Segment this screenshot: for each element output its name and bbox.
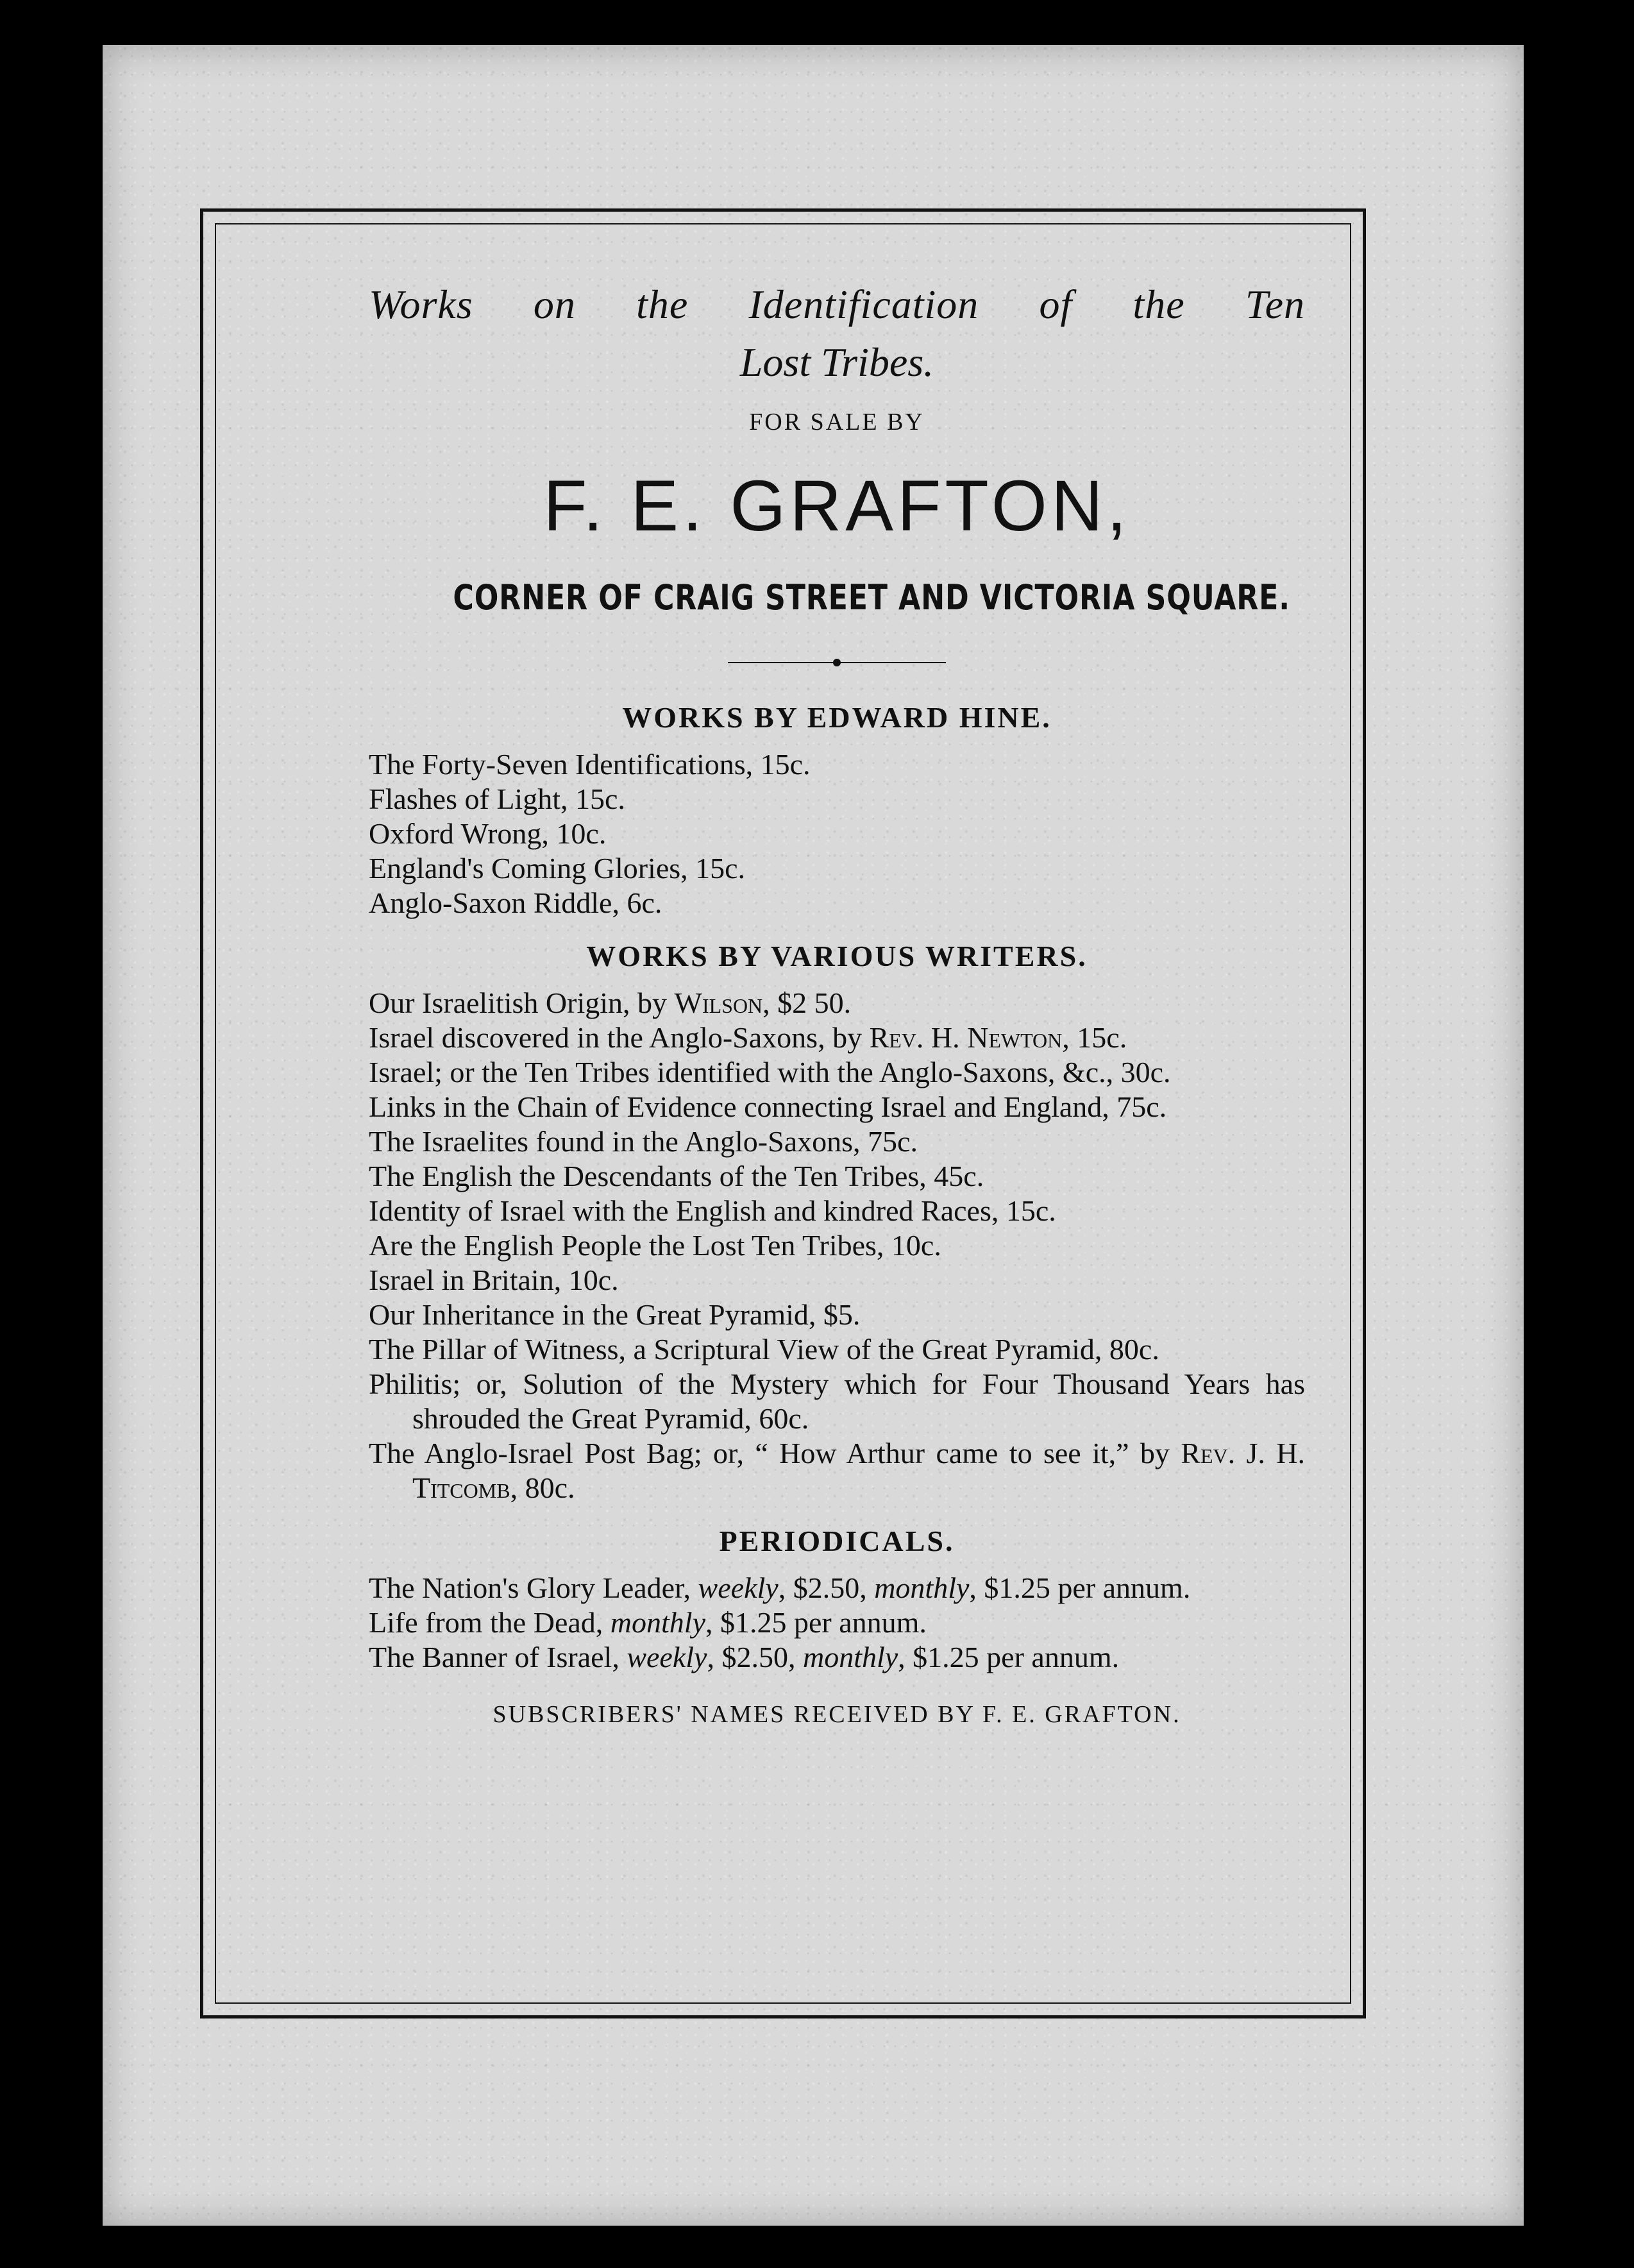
page-title-line-1: Works on the Identification of the Ten — [369, 282, 1305, 327]
list-item: England's Coming Glories, 15c. — [369, 852, 746, 884]
list-item: Israel in Britain, 10c. — [369, 1264, 619, 1296]
list-hine — [369, 747, 1305, 920]
frequency-label: weekly — [627, 1641, 707, 1673]
list-item: Israel discovered in the Anglo-Saxons, by Rev. H. Newton, 15c. — [369, 1021, 1127, 1054]
list-item: The Nation's Glory Leader, weekly, $2.50, monthly, $1.25 per annum. — [369, 1571, 1191, 1604]
subscribers-note: SUBSCRIBERS' NAMES RECEIVED BY F. E. GRAFTON. — [493, 1701, 1181, 1728]
list-item: Are the English People the Lost Ten Tribes, 10c. — [369, 1229, 941, 1262]
frequency-label: monthly — [874, 1571, 970, 1604]
list-item: Life from the Dead, monthly, $1.25 per annum. — [369, 1606, 927, 1639]
list-various — [369, 986, 1305, 1505]
list-item: Anglo-Saxon Riddle, 6c. — [369, 886, 662, 919]
list-item: The English the Descendants of the Ten Tribes, 45c. — [369, 1160, 984, 1192]
frequency-label: weekly — [698, 1571, 779, 1604]
author-name: Rev. H. Newton — [869, 1021, 1063, 1054]
list-item: The Pillar of Witness, a Scriptural View of the Great Pyramid, 80c. — [369, 1333, 1159, 1366]
list-item: The Anglo-Israel Post Bag; or, “ How Arthur came to see it,” by Rev. J. H. Titcomb, 80c. — [369, 1437, 1305, 1504]
frequency-label: monthly — [802, 1641, 898, 1673]
seller-address: CORNER OF CRAIG STREET AND VICTORIA SQUARE. — [453, 577, 1290, 618]
section-title-various: WORKS BY VARIOUS WRITERS. — [586, 940, 1088, 972]
list-item: Oxford Wrong, 10c. — [369, 817, 607, 850]
seller-name: F. E. GRAFTON, — [543, 466, 1131, 546]
list-periodicals — [369, 1571, 1305, 1675]
list-item: Philitis; or, Solution of the Mystery which for Four Thousand Years has shrouded the Great Pyramid, 60c. — [369, 1367, 1305, 1435]
ornament-rule — [728, 656, 946, 669]
section-title-hine: WORKS BY EDWARD HINE. — [622, 701, 1052, 734]
frequency-label: monthly — [610, 1606, 705, 1639]
list-item: The Israelites found in the Anglo-Saxons, 75c. — [369, 1125, 918, 1158]
list-item: The Forty-Seven Identifications, 15c. — [369, 748, 811, 781]
list-item: The Banner of Israel, weekly, $2.50, monthly, $1.25 per annum. — [369, 1641, 1120, 1673]
author-name: Wilson — [674, 986, 763, 1019]
for-sale-label: FOR SALE BY — [749, 409, 925, 436]
list-item: Links in the Chain of Evidence connecting Israel and England, 75c. — [369, 1090, 1167, 1123]
list-item: Flashes of Light, 15c. — [369, 783, 625, 815]
author-name: Rev. J. H. Titcomb — [412, 1437, 1305, 1504]
advertisement-content — [369, 276, 1305, 1729]
list-item: Our Inheritance in the Great Pyramid, $5. — [369, 1298, 861, 1331]
page-title-line-2: Lost Tribes. — [739, 339, 934, 385]
list-item: Identity of Israel with the English and kindred Races, 15c. — [369, 1194, 1056, 1227]
section-title-periodicals: PERIODICALS. — [719, 1525, 955, 1557]
list-item: Israel; or the Ten Tribes identified with the Anglo-Saxons, &c., 30c. — [369, 1056, 1171, 1088]
list-item: Our Israelitish Origin, by Wilson, $2 50. — [369, 986, 852, 1019]
